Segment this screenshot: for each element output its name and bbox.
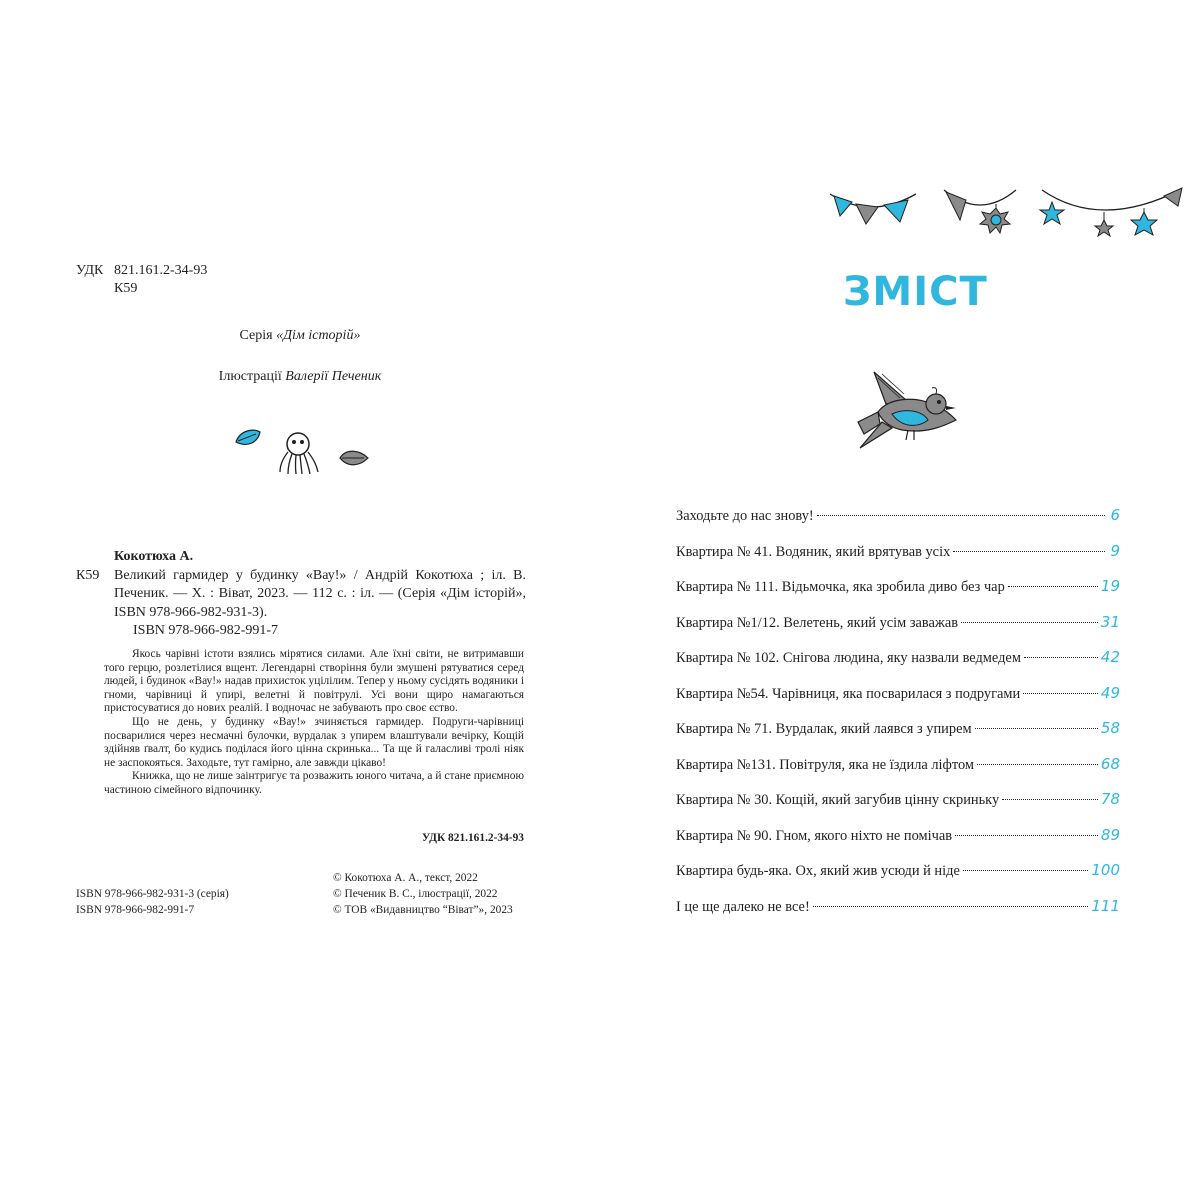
toc-item [676, 542, 1120, 578]
udk-block [76, 262, 207, 298]
toc-item-title: І це ще далеко не все! [676, 898, 810, 915]
toc-leader-dots [961, 622, 1098, 623]
toc-item-title: Квартира №54. Чарівниця, яка посварилася з подругами [676, 685, 1021, 702]
copyright-line: © Печеник В. С., ілюстрації, 2022 [333, 888, 498, 900]
udk-label: УДК [76, 263, 104, 278]
toc-leader-dots [975, 728, 1098, 729]
copyright-block [333, 870, 513, 918]
toc-item [676, 648, 1120, 684]
toc-item-title: Квартира №131. Повітруля, яка не їздила ліфтом [676, 756, 974, 773]
toc-leader-dots [1023, 693, 1098, 694]
udk-code: 821.161.2-34-93 [114, 263, 208, 278]
toc-item [676, 719, 1120, 755]
toc-leader-dots [977, 764, 1098, 765]
illustrator-name: Валерії Печеник [285, 369, 382, 384]
leaf-icon [236, 430, 260, 444]
toc-item-page: 19 [1100, 577, 1120, 595]
toc-item [676, 577, 1120, 613]
toc-item-title: Квартира № 41. Водяник, який врятував усіх [676, 543, 951, 560]
toc-leader-dots [1008, 586, 1098, 587]
toc-item-page: 58 [1100, 719, 1120, 737]
isbn-book: ISBN 978-966-982-991-7 [76, 904, 195, 916]
toc-item-title: Квартира № 30. Кощій, який загубив цінну скриньку [676, 792, 1000, 808]
toc-leader-dots [953, 551, 1105, 552]
toc-item-page: 42 [1100, 648, 1120, 666]
toc-item-title: Квартира № 102. Снігова людина, яку назвали ведмедем [676, 650, 1021, 666]
catalog-isbn: ISBN 978-966-982-991-7 [133, 623, 279, 638]
spider-icon [280, 433, 318, 474]
annotation-paragraph: Книжка, що не лише заінтригує та розважить юного читача, а й стане приємною частиною сімейного відпочинку. [104, 770, 524, 796]
toc-item-page: 31 [1100, 612, 1120, 631]
series-prefix: Серія [239, 328, 277, 343]
toc-item-title: Квартира будь-яка. Ох, який жив усюди й ніде [676, 863, 960, 879]
toc-item [676, 755, 1120, 791]
toc-item-page: 89 [1100, 825, 1120, 844]
annotation [104, 648, 524, 798]
toc-item-page: 78 [1100, 790, 1120, 808]
isbn-series: ISBN 978-966-982-931-3 (серія) [76, 888, 229, 900]
toc-item-title: Квартира № 111. Відьмочка, яка зробила диво без чар [676, 579, 1005, 595]
bird-illustration [852, 364, 962, 459]
udk-footer: УДК 821.161.2-34-93 [421, 832, 524, 844]
illustrator-credit [160, 369, 440, 385]
toc-item [676, 506, 1120, 542]
toc-item-page: 49 [1100, 683, 1120, 702]
annotation-paragraph: Що не день, у будинку «Вау!» зчиняється гармидер. Подруги-чарівниці посварилися через несмачні булочки, вурдалак з упирем влаштували вечірку, Кощій здійняв ґвалт, бо кудись поділася його цінна скринька... Та ще й галасливі тролі ніяк не заспокояться. Заходьте, тут гамірно, але завжди цікаво! [104, 715, 524, 769]
decorative-icons [230, 422, 380, 487]
catalog-description: Великий гармидер у будинку «Вау!» / Андрій Кокотюха ; іл. В. Печеник. — Х. : Віват, 2023. — 112 с. : іл. — (Серія «Дім історій», ISBN 978-966-982-931-3). [114, 567, 526, 620]
toc-item-title: Квартира № 71. Вурдалак, який лаявся з упирем [676, 721, 972, 737]
toc-leader-dots [1002, 799, 1098, 800]
toc-leader-dots [813, 906, 1089, 907]
toc-item [676, 790, 1120, 826]
toc-item-page: 9 [1110, 541, 1120, 560]
series-line [160, 328, 440, 344]
leaf-icon [340, 451, 368, 465]
toc-item-title: Квартира № 90. Гном, якого ніхто не помічав [676, 827, 953, 844]
toc-item [676, 826, 1120, 862]
toc-item [676, 861, 1120, 897]
table-of-contents [676, 506, 1120, 932]
annotation-paragraph: Якось чарівні істоти взялись мірятися силами. Але їхні світи, не витримавши того герцю, розлетілися вщент. Легендарні створіння були змушені рятуватися серед людей, і будинок «Вау!» надав прихисток уцілілим. Тепер у ньому сусідять водяники і гноми, чарівниці й упирі, велетні й повітрулі. Усі вони щиро намагаються пристосуватися до нових реалій. І водночас не забувають про своє єство. [104, 648, 524, 715]
toc-item-page: 6 [1110, 506, 1120, 524]
toc-leader-dots [955, 835, 1098, 836]
toc-title: ЗМІСТ [843, 269, 988, 315]
catalog-record [76, 548, 526, 641]
toc-item-title: Заходьте до нас знову! [676, 508, 814, 524]
toc-item-page: 111 [1091, 896, 1120, 915]
toc-item [676, 897, 1120, 933]
series-name: «Дім історій» [276, 328, 361, 343]
copyright-line: © ТОВ «Видавництво “Віват”», 2023 [333, 904, 513, 916]
toc-item-title: Квартира №1/12. Велетень, який усім заважав [676, 614, 959, 631]
author-mark: К59 [114, 281, 138, 296]
toc-item-page: 68 [1100, 754, 1120, 773]
catalog-code: К59 [76, 567, 100, 583]
toc-item-page: 100 [1091, 861, 1120, 879]
toc-leader-dots [1024, 657, 1098, 658]
toc-leader-dots [963, 870, 1089, 871]
isbn-block [76, 886, 229, 918]
copyright-line: © Кокотюха А. А., текст, 2022 [333, 872, 478, 884]
toc-leader-dots [817, 515, 1105, 516]
illustrations-prefix: Ілюстрації [218, 369, 286, 384]
toc-item [676, 613, 1120, 649]
catalog-author: Кокотюха А. [114, 549, 194, 564]
garland-illustration [820, 180, 1200, 255]
toc-item [676, 684, 1120, 720]
